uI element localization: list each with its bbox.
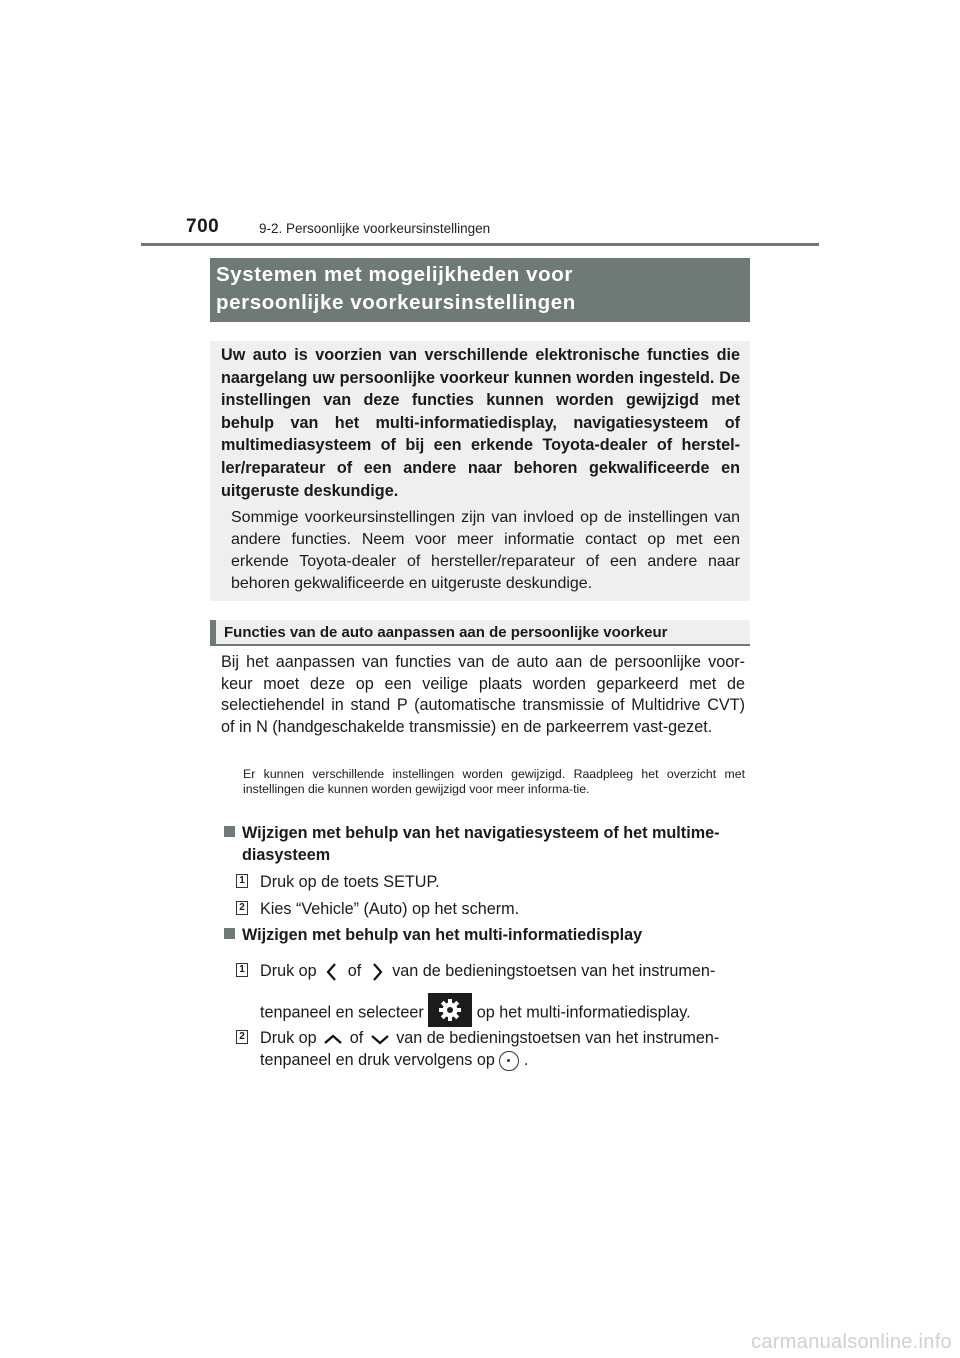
page-number: 700: [186, 216, 220, 237]
mid-step-2: [236, 1027, 746, 1071]
nav-step-2: [236, 898, 746, 920]
small-note: Er kunnen verschillende instellingen worden gewijzigd. Raadpleeg het overzicht met instellingen die kunnen worden gewijzigd voor meer informa-tie.: [243, 767, 745, 796]
step-text-part: Druk op: [260, 962, 317, 980]
step-text: Kies “Vehicle” (Auto) op het scherm.: [260, 900, 520, 918]
chevron-left-icon: [321, 961, 343, 983]
mid-step-1: [236, 960, 746, 983]
nav-step-1: [236, 871, 746, 893]
title-line-2: persoonlijke voorkeursinstellingen: [216, 291, 576, 314]
mid-step-1-line-2: [236, 996, 746, 1030]
step-text-part: of: [347, 962, 362, 980]
step-text-part: .: [523, 1051, 529, 1069]
step-number: 1: [236, 963, 248, 977]
intro-box: [210, 341, 750, 601]
step-text: Druk op de toets SETUP.: [260, 873, 440, 891]
mid-heading-text: Wijzigen met behulp van het multi-informatiedisplay: [242, 926, 643, 944]
intro-bold-text: Uw auto is voorzien van verschillende elektronische functies die naargelang uw persoonlijke voorkeur kunnen worden ingesteld. De instellingen van deze functies kunnen worden gewijzigd met behulp van het multi-informatiedisplay, navigatiesysteem of multimediasysteem of bij een erkende Toyota-dealer of herstel-ler/reparateur of een andere naar behoren gekwalificeerde en uitgeruste deskundige.: [221, 346, 740, 500]
step-number: 2: [236, 1030, 248, 1044]
nav-heading: [224, 822, 746, 866]
nav-heading-line-2: diasysteem: [242, 846, 331, 864]
intro-normal-text: Sommige voorkeursinstellingen zijn van invloed op de instellingen van andere functies. Neem voor meer informatie contact op met een erkende Toyota-dealer of hersteller/reparateur of een andere naar behoren gekwalificeerde en uitgeruste deskundige.: [231, 509, 740, 593]
step-text-part: van de bedieningstoetsen van het instrumen-: [396, 1029, 720, 1047]
bullet-square-icon: [224, 928, 235, 939]
step-text-part: van de bedieningstoetsen van het instrumen-: [392, 962, 716, 980]
step-number: 1: [236, 874, 248, 888]
watermark: carmanualsonline.info: [751, 1331, 952, 1353]
step-text-part: tenpaneel en selecteer: [260, 1003, 424, 1022]
step-text-part: Druk op: [260, 1029, 317, 1047]
nav-heading-line-1: Wijzigen met behulp van het navigatiesysteem of het multime-: [242, 824, 720, 842]
step-text-part: op het multi-informatiedisplay.: [476, 1003, 691, 1022]
step-text-part: tenpaneel en druk vervolgens op: [260, 1051, 495, 1069]
section-title-box: [210, 258, 750, 322]
mid-heading: [224, 924, 746, 946]
chapter-title: 9-2. Persoonlijke voorkeursinstellingen: [259, 221, 491, 236]
subsection-heading: Functies van de auto aanpassen aan de persoonlijke voorkeur: [210, 620, 750, 646]
title-line-1: Systemen met mogelijkheden voor: [216, 263, 573, 286]
chevron-up-icon: [321, 1031, 345, 1047]
ok-button-icon: [499, 1051, 519, 1071]
header-rule: [141, 243, 819, 246]
bullet-square-icon: [224, 826, 235, 837]
gear-icon: [428, 993, 472, 1027]
step-text-part: of: [349, 1029, 364, 1047]
chevron-right-icon: [366, 961, 388, 983]
step-number: 2: [236, 901, 248, 915]
chevron-down-icon: [368, 1031, 392, 1047]
body-paragraph: Bij het aanpassen van functies van de auto aan de persoonlijke voor-keur moet deze op een veilige plaats worden geparkeerd met de selectiehendel in stand P (automatische transmissie of Multidrive CVT) of in N (handgeschakelde transmissie) en de parkeerrem vast-gezet.: [221, 653, 745, 736]
